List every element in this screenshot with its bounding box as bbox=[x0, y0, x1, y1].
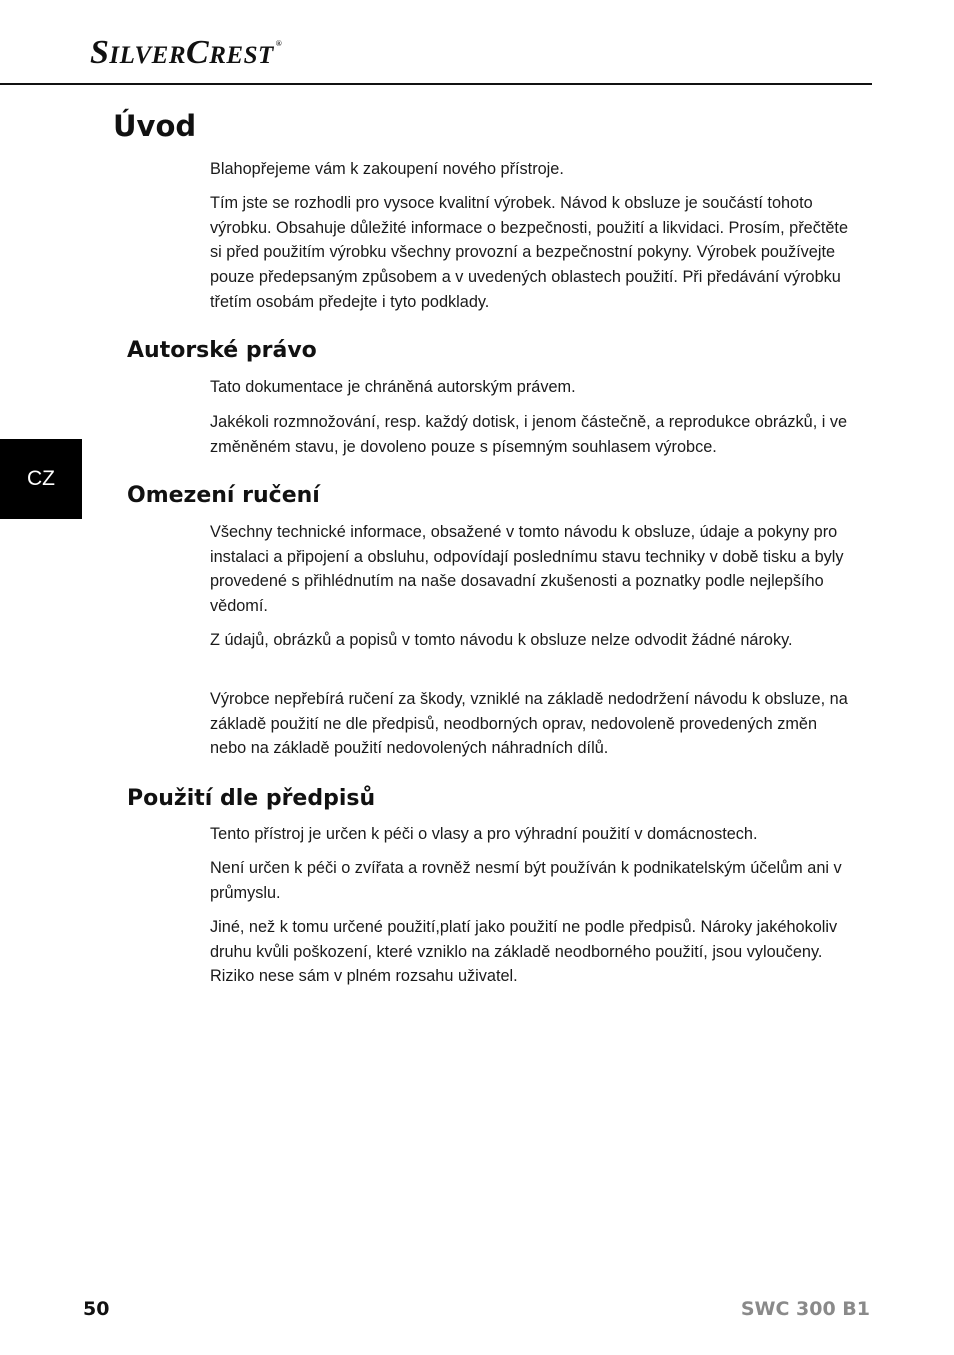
liability-paragraph-2: Z údajů, obrázků a popisů v tomto návodu k obsluze nelze odvodit žádné nároky. bbox=[210, 631, 793, 649]
silvercrest-logo: SILVERCREST ® bbox=[90, 34, 283, 71]
heading-copyright: Autorské právo bbox=[127, 338, 317, 363]
intended-use-paragraph-3: Jiné, než k tomu určené použití,platí jako použití ne podle předpisů. Nároky jakéhokoliv druhu kvůli poškození, které vzniklo na základě neodborného použití, jsou vyloučeny. Riziko nese sám v plném rozsahu uživatel. bbox=[210, 918, 838, 986]
intended-use-paragraph-1: Tento přístroj je určen k péči o vlasy a pro výhradní použití v domácnostech. bbox=[210, 825, 758, 843]
copyright-paragraph-2: Jakékoli rozmnožování, resp. každý dotisk, i jenom částečně, a reprodukce obrázků, i ve změněném stavu, je dovoleno pouze s písemným souhlasem výrobce. bbox=[210, 413, 848, 456]
liability-paragraph-3: Výrobce nepřebírá ručení za škody, vzniklé na základě nedodržení návodu k obsluze, na základě použití ne dle předpisů, neodborných oprav, nedovoleně provedených změn nebo na základě použití nedovolených náhradních dílů. bbox=[210, 690, 848, 758]
intro-paragraph-1: Blahopřejeme vám k zakoupení nového přístroje. bbox=[210, 160, 564, 178]
page-title: Úvod bbox=[113, 109, 197, 143]
heading-liability: Omezení ručení bbox=[127, 483, 320, 508]
intro-paragraph-2: Tím jste se rozhodli pro vysoce kvalitní výrobek. Návod k obsluze je součástí tohoto výrobku. Obsahuje důležité informace o bezpečnosti, použití a likvidaci. Prosím, přečtěte si před použitím výrobku všechny provozní a bezpečnostní pokyny. Výrobek používejte pouze předepsaným způsobem a v uvedených oblastech použití. Při předávání výrobku třetím osobám předejte i tyto podklady. bbox=[210, 194, 848, 311]
heading-intended-use: Použití dle předpisů bbox=[127, 786, 376, 811]
language-tab: CZ bbox=[0, 439, 82, 519]
intended-use-paragraph-2: Není určen k péči o zvířata a rovněž nesmí být používán k podnikatelským účelům ani v průmyslu. bbox=[210, 859, 842, 902]
copyright-paragraph-1: Tato dokumentace je chráněná autorským právem. bbox=[210, 378, 576, 396]
liability-paragraph-1: Všechny technické informace, obsažené v tomto návodu k obsluze, údaje a pokyny pro instalaci a připojení a obsluhu, odpovídají poslednímu stavu techniky v době tisku a byly provedené s přihlédnutím na naše dosavadní zkušenosti a poznatky podle nejlepšího vědomí. bbox=[210, 523, 844, 616]
header-rule bbox=[0, 83, 872, 85]
model-number: SWC 300 B1 bbox=[740, 1298, 870, 1320]
page-number: 50 bbox=[83, 1298, 110, 1320]
